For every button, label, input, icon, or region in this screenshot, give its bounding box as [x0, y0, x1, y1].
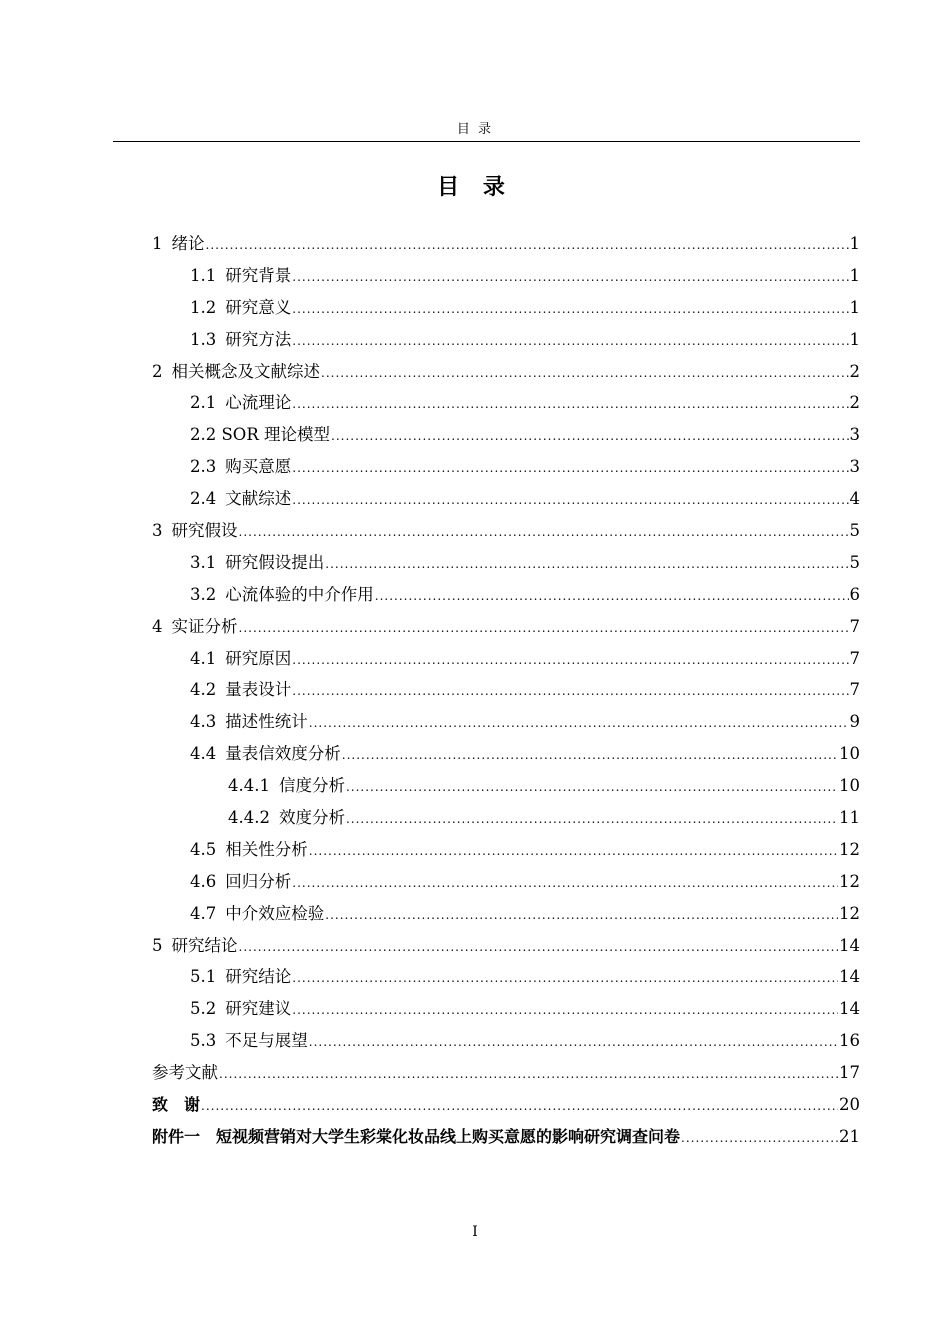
toc-entry-4-4-2[interactable]: 4.4.2 效度分析 ..... 11 — [152, 802, 860, 834]
toc-entry-4-2[interactable]: 4.2 量表设计 ..... 7 — [152, 674, 860, 706]
toc-entry-5-1[interactable]: 5.1 研究结论 ..... 14 — [152, 961, 860, 993]
dot-leader — [239, 613, 849, 645]
dot-leader — [292, 963, 838, 995]
toc-page-number: 12 — [839, 839, 860, 859]
toc-entry-3-2[interactable]: 3.2 心流体验的中介作用 ..... 6 — [152, 579, 860, 611]
toc-entry-3[interactable]: 3 研究假设 ..... 5 — [152, 515, 860, 547]
toc-entry-1[interactable]: 1 绪论 ..... 1 — [152, 228, 860, 260]
toc-page-number: 2 — [849, 393, 860, 413]
toc-page-number: 16 — [839, 1031, 860, 1051]
toc-page-number: 2 — [849, 361, 860, 381]
toc-page-number: 3 — [849, 457, 860, 477]
toc-entry-5[interactable]: 5 研究结论 ..... 14 — [152, 930, 860, 962]
dot-leader — [292, 645, 848, 677]
dot-leader — [292, 995, 838, 1027]
dot-leader — [346, 804, 838, 836]
dot-leader — [292, 326, 848, 358]
toc-page-number: 1 — [849, 234, 860, 253]
dot-leader — [346, 772, 838, 804]
toc-entry-3-1[interactable]: 3.1 研究假设提出 ..... 5 — [152, 547, 860, 579]
page-title: 目 录 — [437, 175, 513, 200]
dot-leader — [309, 708, 849, 740]
dot-leader — [292, 485, 848, 517]
toc-entry-4-5[interactable]: 4.5 相关性分析 ..... 12 — [152, 834, 860, 866]
dot-leader — [375, 581, 849, 613]
dot-leader — [292, 389, 848, 421]
dot-leader — [206, 230, 849, 262]
dot-leader — [239, 517, 849, 549]
toc-page-number: 9 — [849, 712, 860, 732]
toc-page-number: 4 — [849, 489, 860, 509]
toc-entry-4-6[interactable]: 4.6 回归分析 ..... 12 — [152, 866, 860, 898]
toc-entry-4-4[interactable]: 4.4 量表信效度分析 ..... 10 — [152, 738, 860, 770]
toc-page-number: 17 — [839, 1063, 860, 1083]
dot-leader — [325, 549, 848, 581]
dot-leader — [331, 421, 849, 453]
toc-entry-2[interactable]: 2 相关概念及文献综述 ..... 2 — [152, 356, 860, 388]
toc-entry-2-4[interactable]: 2.4 文献综述 ..... 4 — [152, 483, 860, 515]
dot-leader — [292, 294, 848, 326]
toc-page-number: 1 — [849, 329, 860, 349]
dot-leader — [342, 740, 838, 772]
toc-entry-1-1[interactable]: 1.1 研究背景 ..... 1 — [152, 260, 860, 292]
table-of-contents — [152, 228, 860, 1153]
dot-leader — [292, 868, 838, 900]
dot-leader — [292, 262, 848, 294]
toc-page-number: 11 — [839, 808, 860, 828]
toc-entry-2-1[interactable]: 2.1 心流理论 ..... 2 — [152, 387, 860, 419]
toc-page-number: 10 — [839, 776, 860, 796]
dot-leader — [201, 1091, 838, 1123]
toc-page-number: 12 — [839, 903, 860, 923]
toc-entry-4[interactable]: 4 实证分析 ..... 7 — [152, 611, 860, 643]
toc-entry-appendix-1[interactable]: 附件一 短视频营销对大学生彩棠化妆品线上购买意愿的影响研究调查问卷 ..... 21 — [152, 1121, 860, 1153]
toc-entry-1-2[interactable]: 1.2 研究意义 ..... 1 — [152, 292, 860, 324]
dot-leader — [681, 1123, 838, 1155]
toc-entry-5-2[interactable]: 5.2 研究建议 ..... 14 — [152, 993, 860, 1025]
page-number: I — [472, 1224, 478, 1240]
dot-leader — [309, 1027, 838, 1059]
toc-page-number: 1 — [849, 265, 860, 285]
toc-page-number: 7 — [849, 616, 860, 636]
toc-entry-4-7[interactable]: 4.7 中介效应检验 ..... 12 — [152, 898, 860, 930]
toc-entry-1-3[interactable]: 1.3 研究方法 ..... 1 — [152, 324, 860, 356]
dot-leader — [309, 836, 838, 868]
toc-page-number: 7 — [849, 680, 860, 700]
toc-entry-4-1[interactable]: 4.1 研究原因 ..... 7 — [152, 643, 860, 675]
toc-page-number: 3 — [849, 425, 860, 445]
toc-entry-5-3[interactable]: 5.3 不足与展望 ..... 16 — [152, 1025, 860, 1057]
dot-leader — [325, 900, 838, 932]
toc-page-number: 12 — [839, 871, 860, 891]
toc-page-number: 14 — [839, 999, 860, 1019]
running-header: 目 录 — [456, 122, 494, 137]
dot-leader — [239, 932, 839, 964]
header-rule — [113, 141, 860, 142]
toc-page-number: 21 — [839, 1126, 860, 1146]
dot-leader — [321, 358, 849, 390]
dot-leader — [292, 676, 848, 708]
toc-page-number: 1 — [849, 297, 860, 317]
toc-entry-acknowledgements[interactable]: 致 谢 ..... 20 — [152, 1089, 860, 1121]
toc-page-number: 6 — [849, 584, 860, 604]
toc-page-number: 5 — [849, 521, 860, 541]
toc-entry-4-3[interactable]: 4.3 描述性统计 ..... 9 — [152, 706, 860, 738]
toc-page-number: 14 — [839, 967, 860, 987]
toc-entry-2-2[interactable]: 2.2 SOR 理论模型 ..... 3 — [152, 419, 860, 451]
dot-leader — [292, 453, 848, 485]
toc-page-number: 5 — [849, 552, 860, 572]
toc-entry-2-3[interactable]: 2.3 购买意愿 ..... 3 — [152, 451, 860, 483]
toc-entry-4-4-1[interactable]: 4.4.1 信度分析 ..... 10 — [152, 770, 860, 802]
toc-page-number: 20 — [839, 1095, 860, 1115]
toc-page-number: 14 — [839, 935, 860, 955]
toc-page-number: 7 — [849, 648, 860, 668]
toc-entry-references[interactable]: 参考文献 ..... 17 — [152, 1057, 860, 1089]
dot-leader — [219, 1059, 838, 1091]
toc-page-number: 10 — [839, 744, 860, 764]
